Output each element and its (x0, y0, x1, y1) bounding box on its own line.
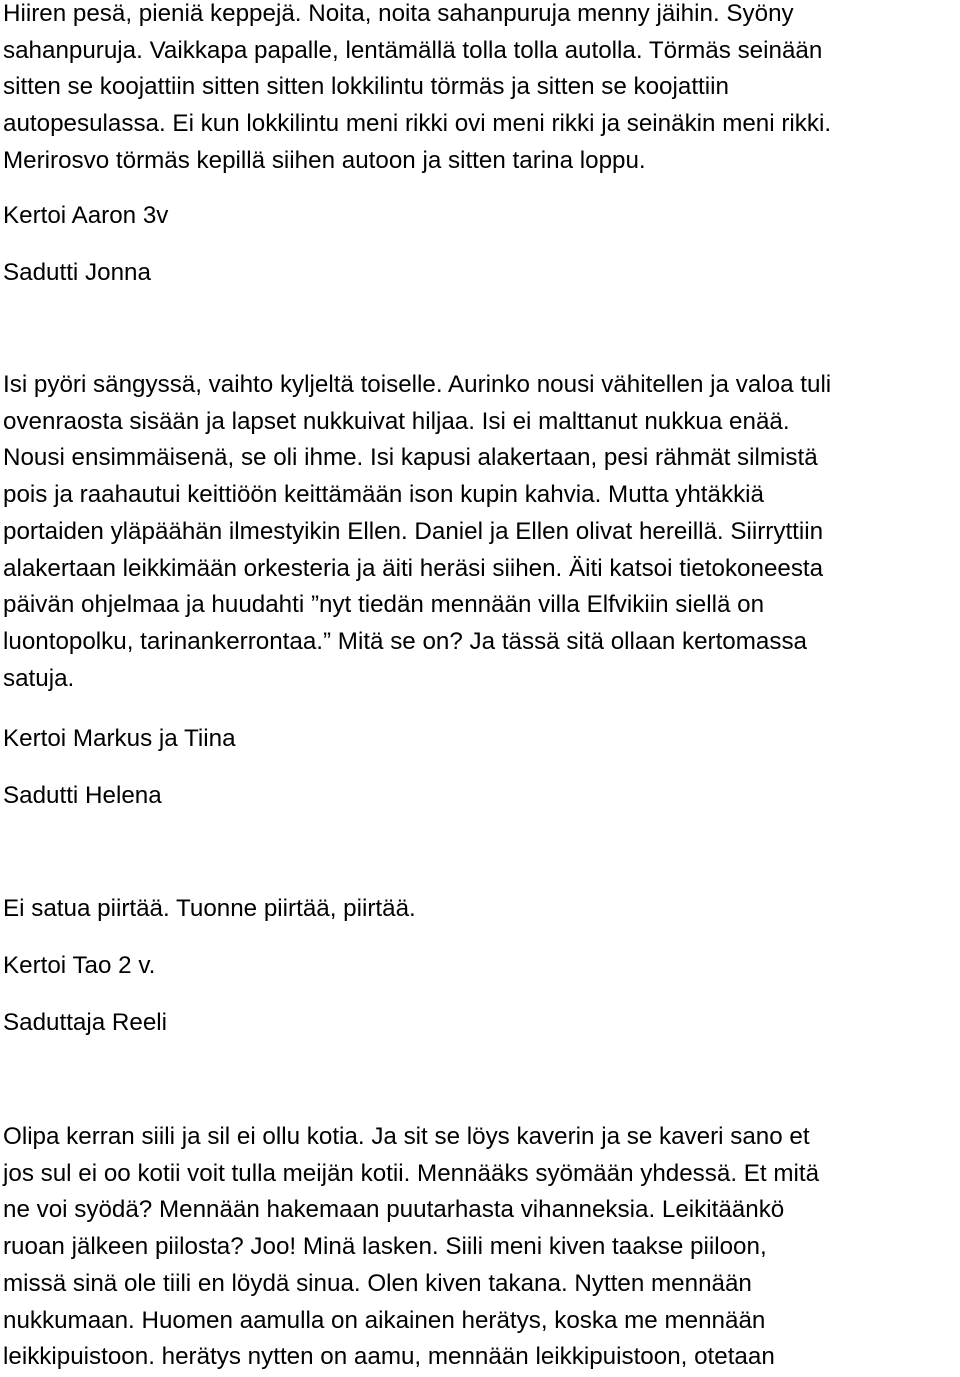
text-line: portaiden yläpäähän ilmestyikin Ellen. Daniel ja Ellen olivat hereillä. Siirryttiin (3, 517, 824, 545)
text-line: sahanpuruja. Vaikkapa papalle, lentämällä tolla tolla autolla. Törmäs seinään (3, 36, 823, 64)
text-line: sitten se koojattiin sitten sitten lokkilintu törmäs ja sitten se koojattiin (3, 73, 729, 101)
text-line: Nousi ensimmäisenä, se oli ihme. Isi kapusi alakertaan, pesi rähmät silmistä (3, 444, 818, 472)
text-line: alakertaan leikkimään orkesteria ja äiti heräsi siihen. Äiti katsoi tietokoneesta (3, 554, 824, 582)
text-line: nukkumaan. Huomen aamulla on aikainen herätys, koska me mennään (3, 1306, 766, 1334)
text-line: missä sinä ole tiili en löydä sinua. Olen kiven takana. Nytten mennään (3, 1269, 752, 1297)
story-teller: Kertoi Markus ja Tiina (3, 725, 236, 752)
text-line: luontopolku, tarinankerrontaa.” Mitä se on? Ja tässä sitä ollaan kertomassa (3, 627, 807, 655)
text-line: leikkipuistoon. herätys nytten on aamu, mennään leikkipuistoon, otetaan (3, 1343, 775, 1371)
story-recorder: Saduttaja Reeli (3, 1009, 168, 1036)
story-tao-text (3, 891, 416, 928)
text-line: satuja. (3, 664, 75, 692)
story-recorder: Sadutti Jonna (3, 259, 151, 286)
text-line: Merirosvo törmäs kepillä siihen autoon ja sitten tarina loppu. (3, 146, 646, 174)
story-teller: Kertoi Aaron 3v (3, 202, 169, 229)
text-line: ne voi syödä? Mennään hakemaan puutarhasta vihanneksia. Leikitäänkö (3, 1196, 785, 1224)
text-line: Ei satua piirtää. Tuonne piirtää, piirtää. (3, 895, 416, 922)
story-markus-text (3, 367, 831, 697)
story-aaron-text (3, 0, 831, 180)
text-line: Hiiren pesä, pieniä keppejä. Noita, noita sahanpuruja menny jäihin. Syöny (3, 0, 794, 27)
text-line: Olipa kerran siili ja sil ei ollu kotia. Ja sit se löys kaverin ja se kaveri sano et (3, 1123, 810, 1150)
story-teller: Kertoi Tao 2 v. (3, 952, 156, 979)
text-line: autopesulassa. Ei kun lokkilintu meni rikki ovi meni rikki ja seinäkin meni rikki. (3, 110, 832, 138)
text-line: Isi pyöri sängyssä, vaihto kyljeltä toiselle. Aurinko nousi vähitellen ja valoa tuli (3, 371, 832, 398)
story-siili-text (3, 1119, 819, 1376)
story-recorder: Sadutti Helena (3, 782, 162, 809)
text-line: ruoan jälkeen piilosta? Joo! Minä lasken. Siili meni kiven taakse piiloon, (3, 1233, 767, 1261)
text-line: ovenraosta sisään ja lapset nukkuivat hiljaa. Isi ei malttanut nukkua enää. (3, 407, 790, 435)
text-line: pois ja raahautui keittiöön keittämään ison kupin kahvia. Mutta yhtäkkiä (3, 481, 764, 509)
text-line: päivän ohjelmaa ja huudahti ”nyt tiedän mennään villa Elfvikiin siellä on (3, 591, 765, 619)
text-line: jos sul ei oo kotii voit tulla meijän kotii. Mennääks syömään yhdessä. Et mitä (3, 1159, 820, 1187)
